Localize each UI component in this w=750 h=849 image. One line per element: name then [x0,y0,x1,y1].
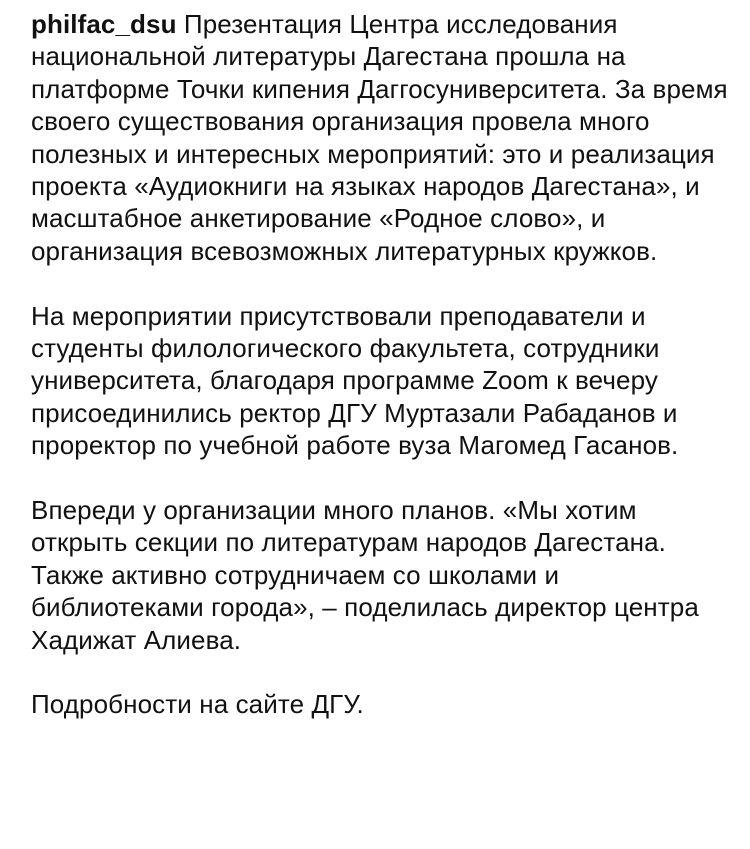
caption-text-1: Презентация Центра исследования национальной литературы Дагестана прошла на платформе Точки кипения Даггосуниверситета. За время своего существования организация провела много полезных и интересных мероприятий: это и реализация проекта «Аудиокниги на языках народов Дагестана», и масштабное анкетирование «Родное слово», и организация всевозможных литературных кружков. [31,9,728,266]
caption-paragraph-1 [31,8,731,267]
username-link[interactable]: philfac_dsu [31,9,177,39]
post-caption [31,8,731,753]
caption-paragraph-2: На мероприятии присутствовали преподаватели и студенты филологического факультета, сотрудники университета, благодаря программе Zoom к вечеру присоединились ректор ДГУ Муртазали Рабаданов и проректор по учебной работе вуза Магомед Гасанов. [31,300,679,461]
caption-paragraph-4: Подробности на сайте ДГУ. [31,689,364,720]
caption-paragraph-3: Впереди у организации много планов. «Мы хотим открыть секции по литературам народов Дагестана. Также активно сотрудничаем со школами и библиотеками города», – поделилась директор центра Хадижат Алиева. [31,495,699,655]
